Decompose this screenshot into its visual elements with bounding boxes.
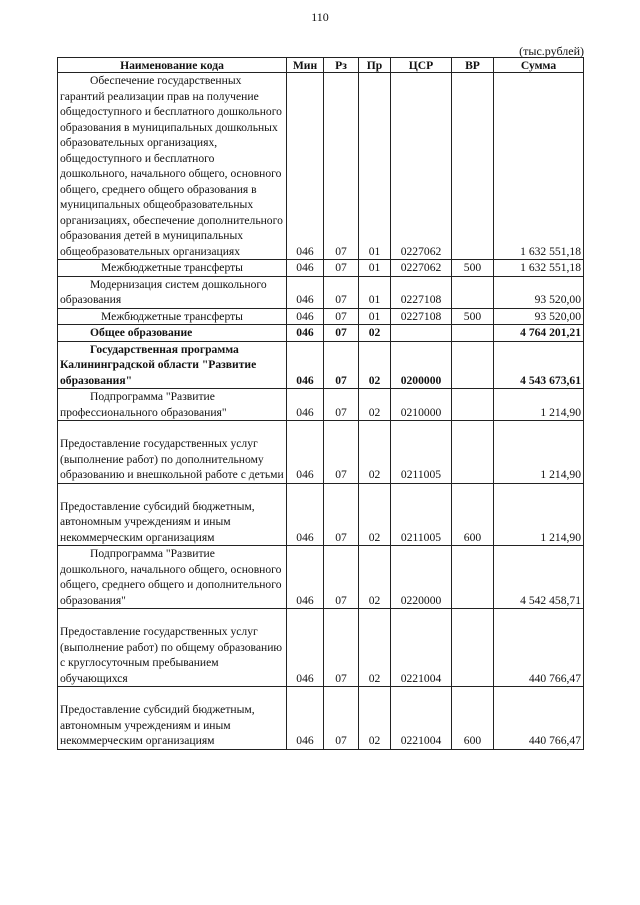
- row-rz: 07: [324, 73, 359, 260]
- row-min: 046: [287, 73, 324, 260]
- row-sum: 4 764 201,21: [494, 325, 584, 342]
- row-min: 046: [287, 276, 324, 308]
- row-name: Подпрограмма "Развитие профессионального образования": [58, 389, 287, 421]
- row-vr: [452, 546, 494, 609]
- row-csr: 0200000: [391, 341, 452, 389]
- units-label: (тыс.рублей): [519, 44, 584, 58]
- row-name-text: Предоставление государственных услуг (выполнение работ) по дополнительному образованию и внешкольной работе с детьми: [60, 437, 284, 481]
- row-csr: 0220000: [391, 546, 452, 609]
- header-sum: Сумма: [494, 58, 584, 73]
- row-min: 046: [287, 260, 324, 277]
- table-row: [58, 609, 584, 687]
- row-name: [58, 609, 287, 687]
- row-name: Подпрограмма "Развитие дошкольного, начального общего, основного общего, среднего общего и дополнительного образования": [58, 546, 287, 609]
- row-name-text: Предоставление субсидий бюджетным, автономным учреждениям и иным некоммерческим организациям: [60, 703, 255, 747]
- row-rz: 07: [324, 325, 359, 342]
- table-row: [58, 308, 584, 325]
- row-sum: 4 542 458,71: [494, 546, 584, 609]
- row-min: 046: [287, 308, 324, 325]
- table-row: [58, 260, 584, 277]
- row-pr: 02: [359, 546, 391, 609]
- row-name: Модернизация систем дошкольного образования: [58, 276, 287, 308]
- table-row: [58, 483, 584, 546]
- row-csr: 0211005: [391, 483, 452, 546]
- row-rz: 07: [324, 341, 359, 389]
- row-vr: [452, 389, 494, 421]
- row-pr: 02: [359, 389, 391, 421]
- row-csr: 0210000: [391, 389, 452, 421]
- row-pr: 01: [359, 308, 391, 325]
- budget-table: [57, 57, 584, 750]
- row-min: 046: [287, 483, 324, 546]
- row-name: Межбюджетные трансферты: [58, 308, 287, 325]
- row-vr: 500: [452, 260, 494, 277]
- table-row: [58, 276, 584, 308]
- row-pr: 01: [359, 260, 391, 277]
- table-row-program: [58, 341, 584, 389]
- table-row: [58, 421, 584, 484]
- row-name-text: Предоставление государственных услуг (выполнение работ) по общему образованию с круглосуточным пребыванием обучающихся: [60, 625, 283, 685]
- row-sum: 93 520,00: [494, 308, 584, 325]
- row-min: 046: [287, 421, 324, 484]
- row-sum: 1 214,90: [494, 421, 584, 484]
- row-pr: 01: [359, 276, 391, 308]
- row-pr: 02: [359, 687, 391, 750]
- header-name: Наименование кода: [58, 58, 287, 73]
- row-vr: 600: [452, 687, 494, 750]
- row-csr: 0221004: [391, 609, 452, 687]
- row-sum: 4 543 673,61: [494, 341, 584, 389]
- row-pr: 02: [359, 483, 391, 546]
- header-pr: Пр: [359, 58, 391, 73]
- row-pr: 02: [359, 325, 391, 342]
- row-vr: [452, 341, 494, 389]
- row-csr: 0221004: [391, 687, 452, 750]
- row-name: Межбюджетные трансферты: [58, 260, 287, 277]
- row-name: Государственная программа Калининградской области "Развитие образования": [58, 341, 287, 389]
- row-sum: 440 766,47: [494, 687, 584, 750]
- row-sum: 1 632 551,18: [494, 73, 584, 260]
- row-csr: 0227108: [391, 308, 452, 325]
- row-min: 046: [287, 389, 324, 421]
- row-csr: 0227108: [391, 276, 452, 308]
- row-sum: 1 214,90: [494, 483, 584, 546]
- page-number: 110: [311, 10, 329, 24]
- row-name: [58, 483, 287, 546]
- header-vr: ВР: [452, 58, 494, 73]
- row-vr: [452, 276, 494, 308]
- row-pr: 02: [359, 341, 391, 389]
- row-vr: [452, 325, 494, 342]
- row-rz: 07: [324, 421, 359, 484]
- row-min: 046: [287, 341, 324, 389]
- row-rz: 07: [324, 308, 359, 325]
- row-csr: [391, 325, 452, 342]
- row-min: 046: [287, 687, 324, 750]
- row-vr: 600: [452, 483, 494, 546]
- row-name: [58, 421, 287, 484]
- table-row-section: [58, 325, 584, 342]
- row-csr: 0227062: [391, 73, 452, 260]
- row-sum: 1 214,90: [494, 389, 584, 421]
- row-min: 046: [287, 609, 324, 687]
- row-vr: [452, 609, 494, 687]
- row-csr: 0227062: [391, 260, 452, 277]
- row-min: 046: [287, 546, 324, 609]
- table-row: [58, 73, 584, 260]
- row-name: Общее образование: [58, 325, 287, 342]
- row-vr: [452, 421, 494, 484]
- row-vr: 500: [452, 308, 494, 325]
- row-rz: 07: [324, 687, 359, 750]
- header-rz: Рз: [324, 58, 359, 73]
- row-rz: 07: [324, 260, 359, 277]
- row-rz: 07: [324, 276, 359, 308]
- row-pr: 02: [359, 609, 391, 687]
- row-sum: 93 520,00: [494, 276, 584, 308]
- row-name: Обеспечение государственных гарантий реализации прав на получение общедоступного и бесплатного дошкольного образования в муниципальных дошкольных образовательных организациях, общедоступного и бесплатного дошкольного, начального общего, основного общего, среднего общего образования в муниципальных общеобразовательных организациях, обеспечение дополнительного образования детей в муниципальных общеобразовательных организациях: [58, 73, 287, 260]
- row-rz: 07: [324, 389, 359, 421]
- row-sum: 440 766,47: [494, 609, 584, 687]
- row-name: [58, 687, 287, 750]
- row-name-text: Предоставление субсидий бюджетным, автономным учреждениям и иным некоммерческим организациям: [60, 499, 255, 544]
- row-pr: 01: [359, 73, 391, 260]
- table-header-row: [58, 58, 584, 73]
- header-csr: ЦСР: [391, 58, 452, 73]
- table-row: [58, 687, 584, 750]
- row-csr: 0211005: [391, 421, 452, 484]
- table-row: [58, 546, 584, 609]
- row-min: 046: [287, 325, 324, 342]
- row-vr: [452, 73, 494, 260]
- header-min: Мин: [287, 58, 324, 73]
- row-rz: 07: [324, 483, 359, 546]
- row-rz: 07: [324, 609, 359, 687]
- row-sum: 1 632 551,18: [494, 260, 584, 277]
- row-pr: 02: [359, 421, 391, 484]
- row-rz: 07: [324, 546, 359, 609]
- table-row: [58, 389, 584, 421]
